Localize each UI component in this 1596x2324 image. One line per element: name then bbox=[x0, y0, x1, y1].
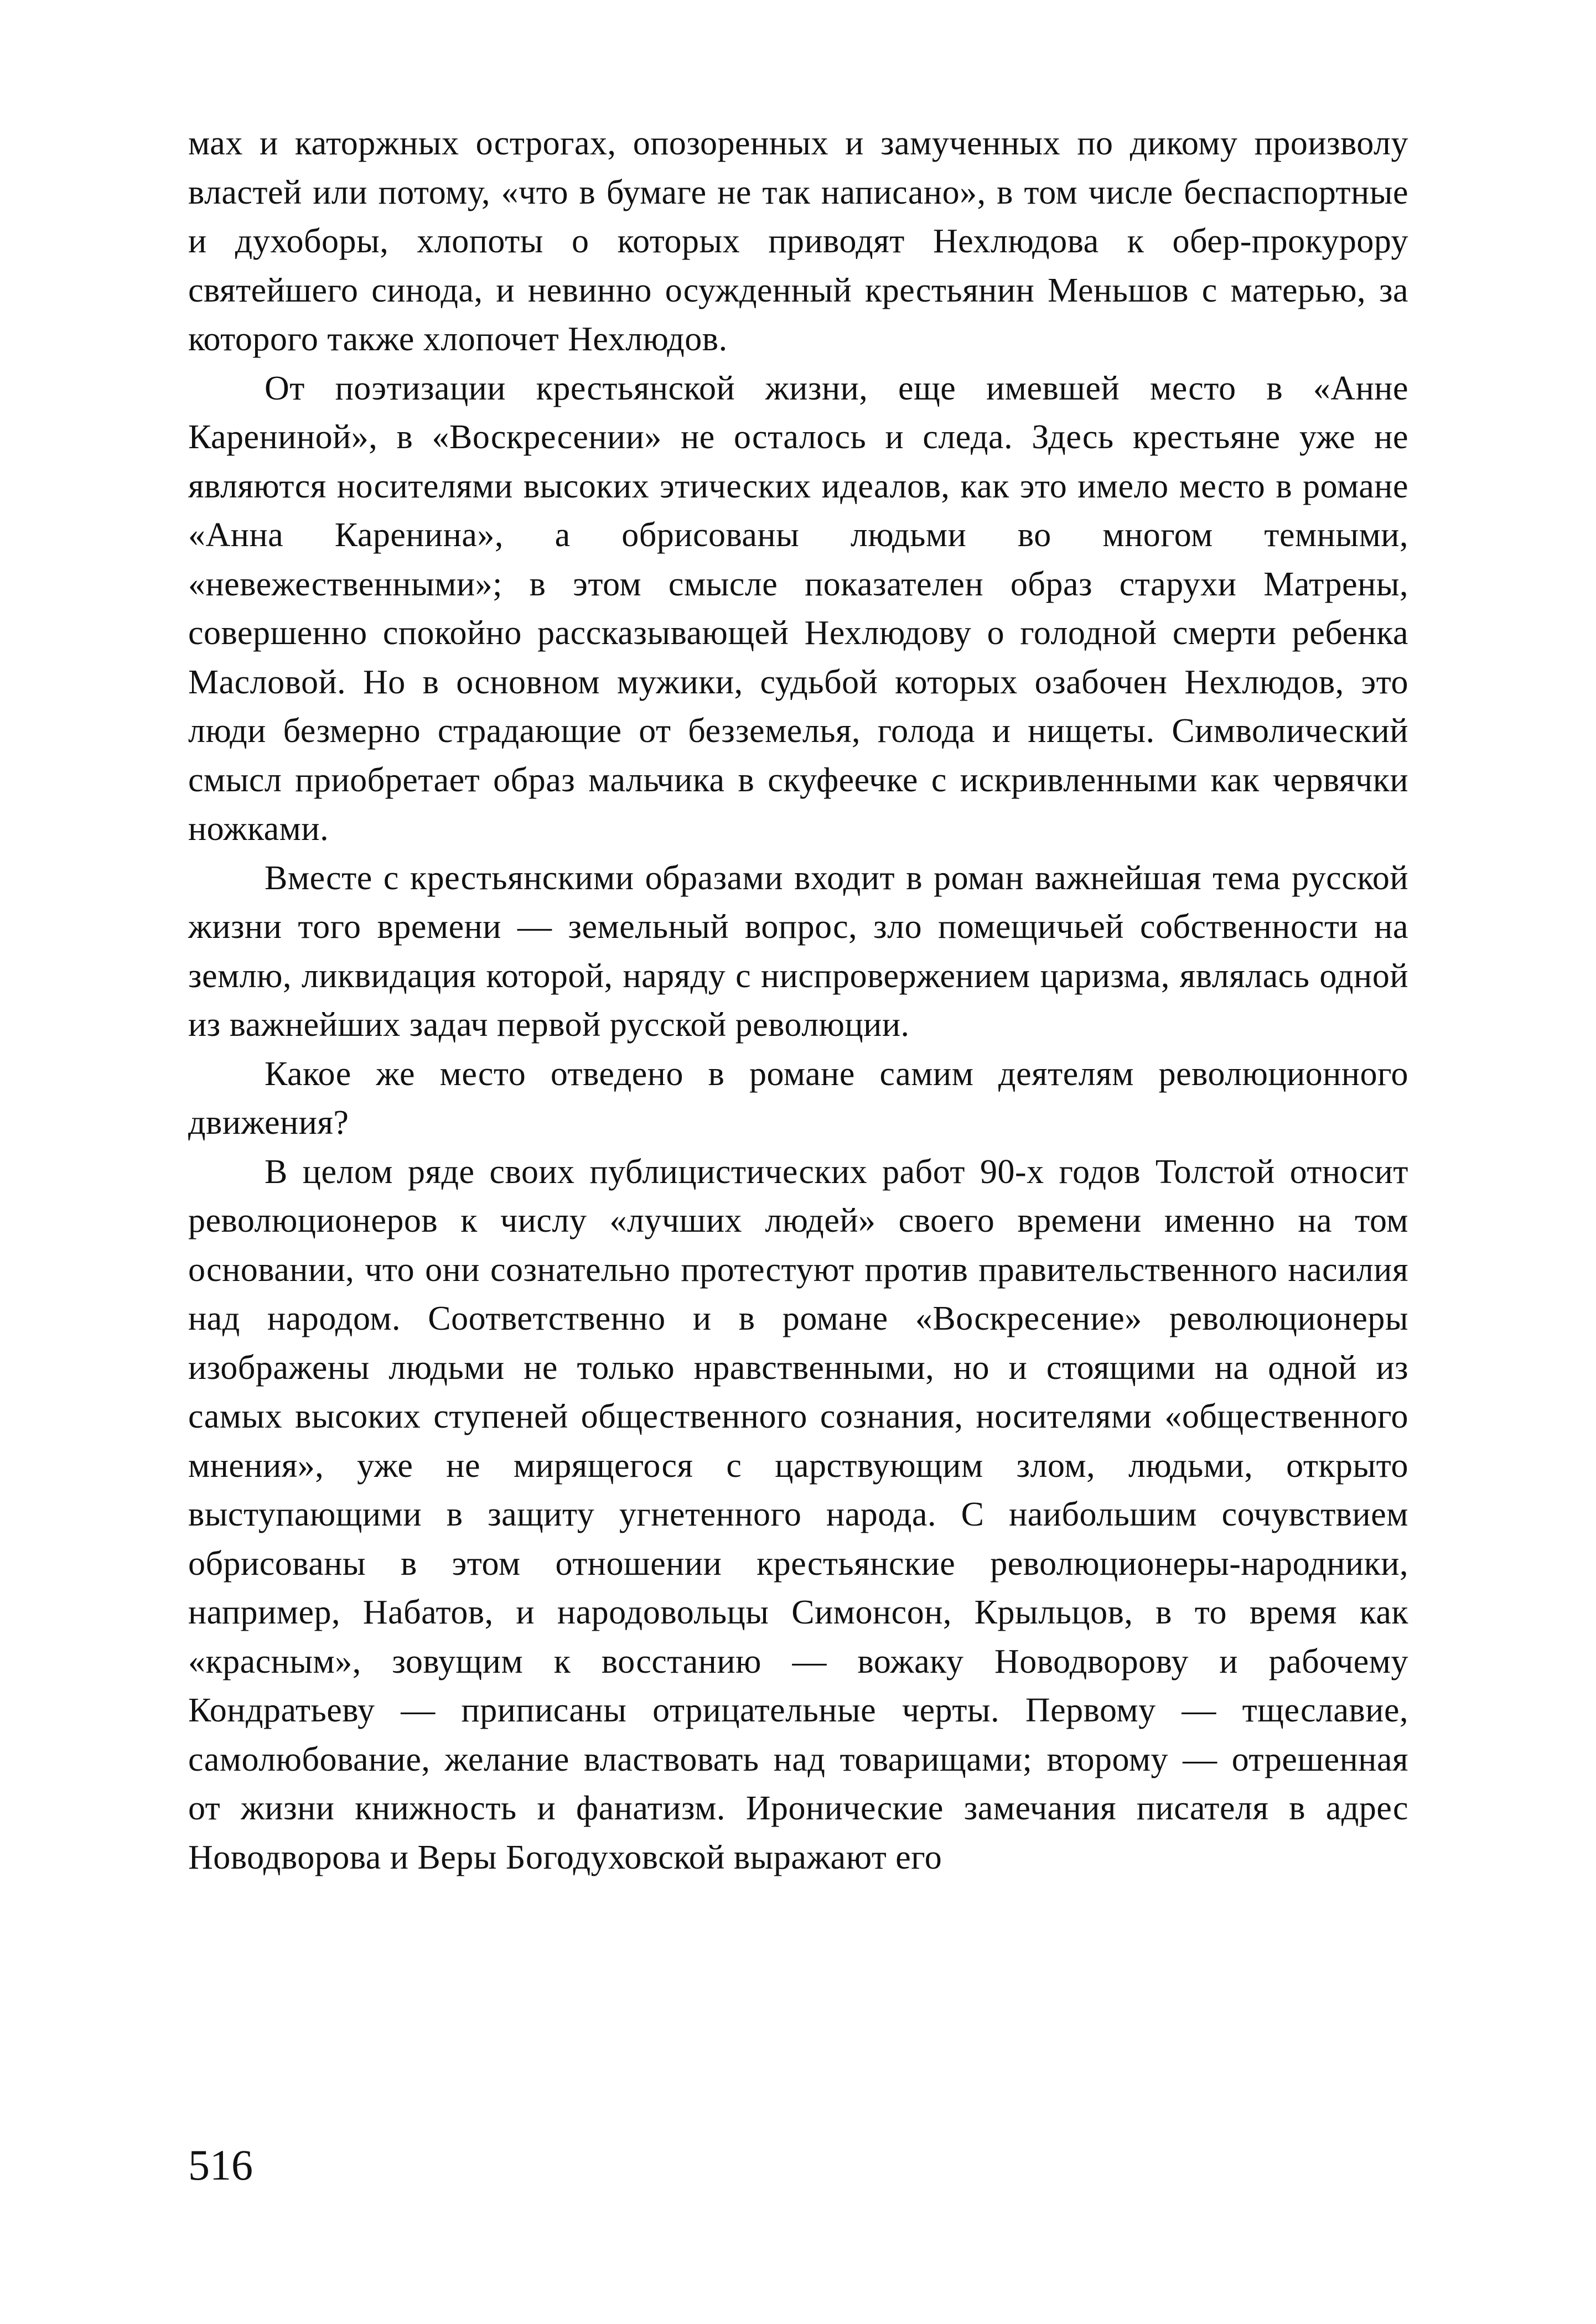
page-number: 516 bbox=[188, 2141, 253, 2189]
paragraph: Вместе с крестьянскими образами входит в роман важнейшая тема русской жизни того времени — земельный вопрос, зло помещичьей собственности на землю, ликвидация которой, наряду с ниспровержением царизма, являлась одной из важнейших задач первой русской революции. bbox=[188, 859, 1408, 1044]
paragraph: От поэтизации крестьянской жизни, еще имевшей место в «Анне Карениной», в «Воскресении» не осталось и следа. Здесь крестьяне уже не являются носителями высоких этических идеалов, как это имело место в романе «Анна Каренина», а обрисованы людьми во многом темными, «невежественными»; в этом смысле показателен образ старухи Матрены, совершенно спокойно рассказывающей Нехлюдову о голодной смерти ребенка Масловой. Но в основном мужики, судьбой которых озабочен Нехлюдов, это люди безмерно страдающие от безземелья, голода и нищеты. Символический смысл приобретает образ мальчика в скуфеечке с искривленными как червячки ножками. bbox=[188, 369, 1408, 848]
page-body bbox=[188, 119, 1408, 1882]
paragraph-continuation: мах и каторжных острогах, опозоренных и замученных по дикому произволу властей или потому, «что в бумаге не так написано», в том числе беспаспортные и духоборы, хлопоты о которых приводят Нехлюдова к обер-прокурору святейшего синода, и невинно осужденный крестьянин Меньшов с матерью, за которого также хлопочет Нехлюдов. bbox=[188, 124, 1408, 358]
paragraph: В целом ряде своих публицистических работ 90-х годов Толстой относит революционеров к числу «лучших людей» своего времени именно на том основании, что они сознательно протестуют против правительственного насилия над народом. Соответственно и в романе «Воскресение» революционеры изображены людьми не только нравственными, но и стоящими на одной из самых высоких ступеней общественного сознания, носителями «общественного мнения», уже не мирящегося с царствующим злом, людьми, открыто выступающими в защиту угнетенного народа. С наибольшим сочувствием обрисованы в этом отношении крестьянские революционеры-народники, например, Набатов, и народовольцы Симонсон, Крыльцов, в то время как «красным», зовущим к восстанию — вожаку Новодворову и рабочему Кондратьеву — приписаны отрицательные черты. Первому — тщеславие, самолюбование, желание властвовать над товарищами; второму — отрешенная от жизни книжность и фанатизм. Иронические замечания писателя в адрес Новодворова и Веры Богодуховской выражают его bbox=[188, 1153, 1408, 1876]
paragraph: Какое же место отведено в романе самим деятелям революционного движения? bbox=[188, 1055, 1408, 1142]
